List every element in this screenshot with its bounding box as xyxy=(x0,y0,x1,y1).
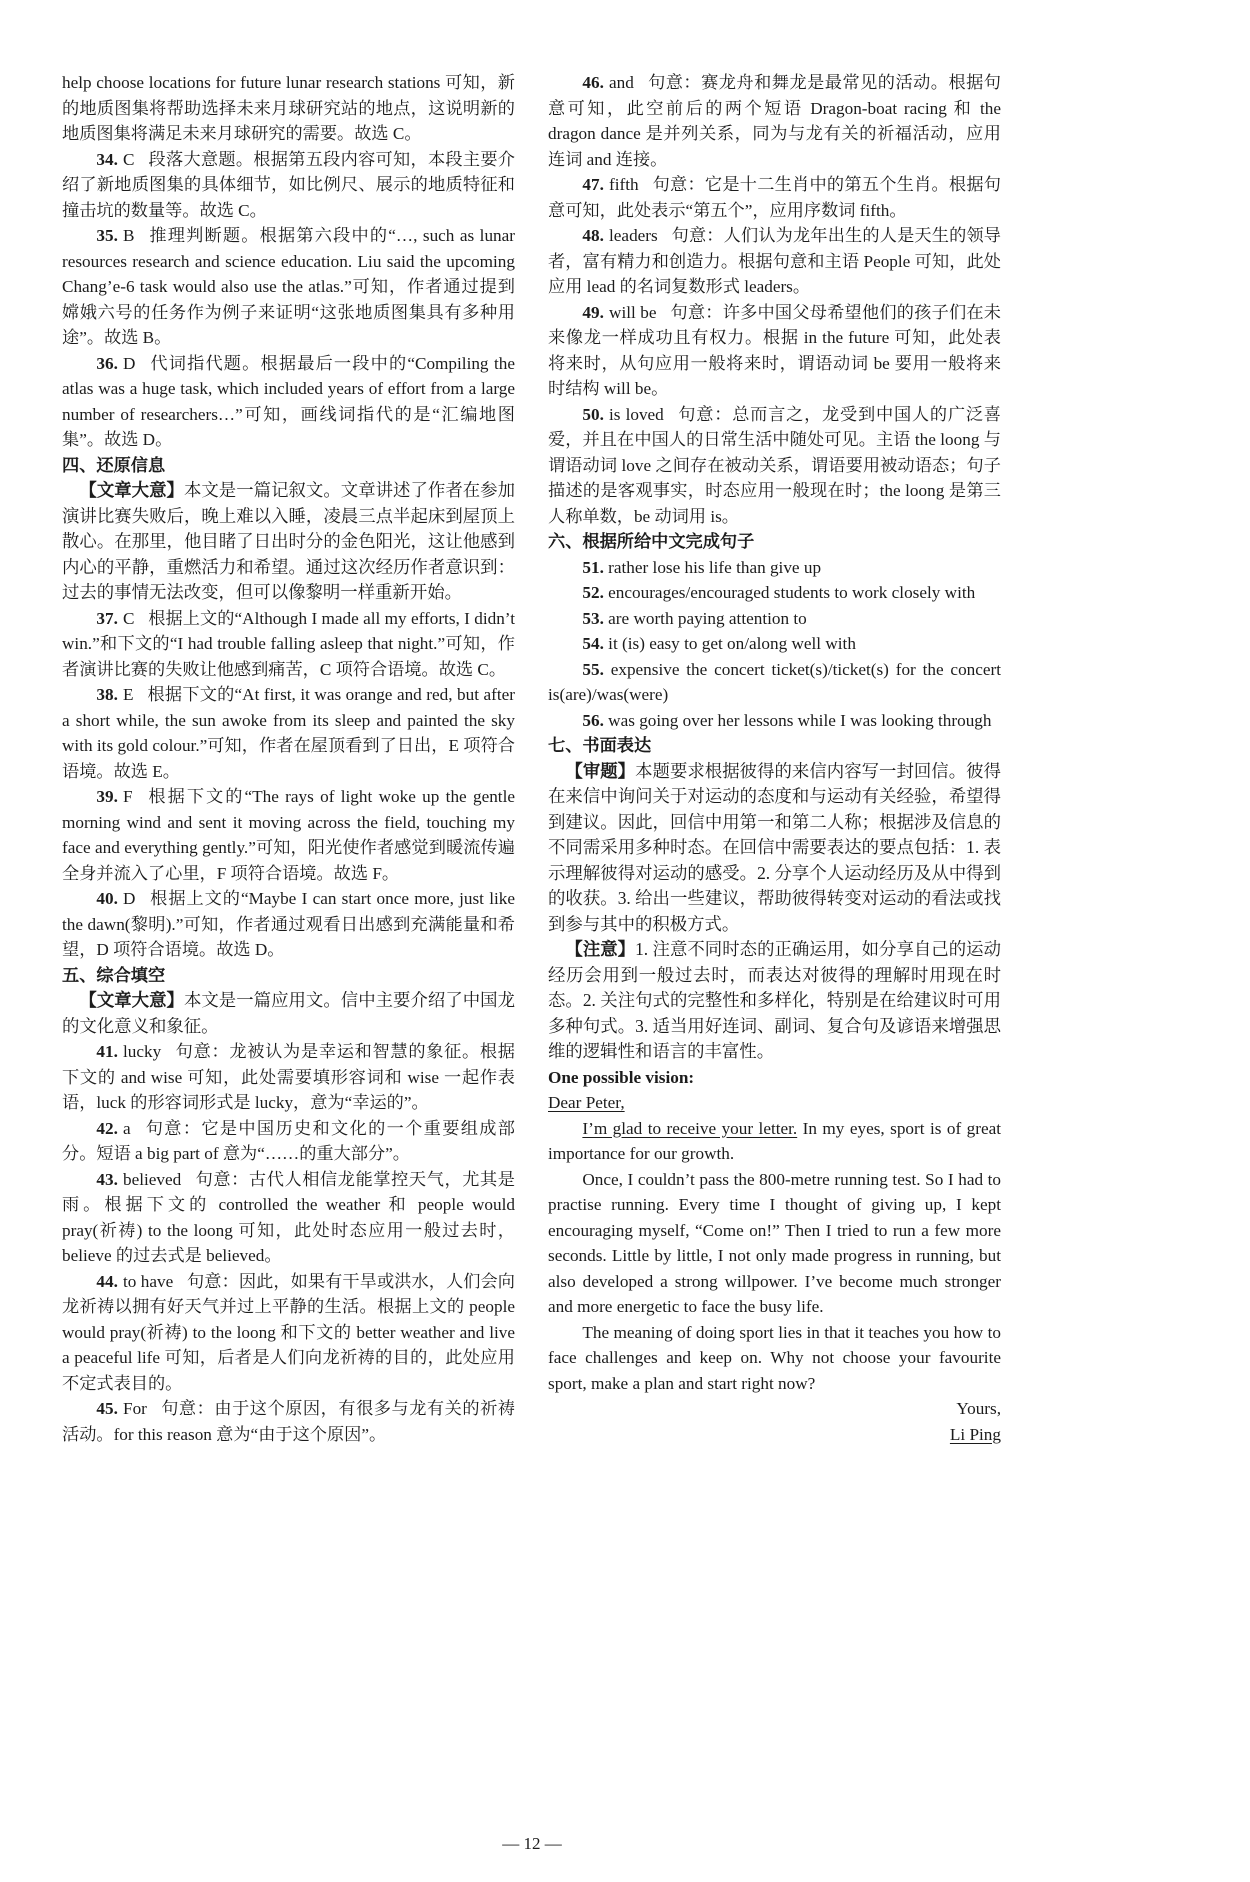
section-heading-6: 六、根据所给中文完成句子 xyxy=(548,532,755,551)
note-text: 1. 注意不同时态的正确运用，如分享自己的运动经历会用到一般过去时，而表达对彼得的理解时用现在时态。2. 关注句式的完整性和多样化，特别是在给建议时可用多种句式。3. 适当用好连词、副词、复合句及谚语来增强思维的逻辑性和语言的丰富性。 xyxy=(548,939,1001,1061)
answer-item-54 xyxy=(548,631,1001,657)
item-explanation: 根据上文的“Maybe I can start once more, just like the dawn(黎明).”可知，作者通过观看日出感到充满能量和希望，D 项符合语境。故选 D。 xyxy=(62,889,515,959)
item-explanation: 句意：它是中国历史和文化的一个重要组成部分。短语 a big part of 意为“……的重大部分”。 xyxy=(62,1118,515,1163)
item-number: 46. xyxy=(582,73,604,92)
item-answer: C xyxy=(123,608,135,628)
item-answer: is loved xyxy=(609,404,664,424)
review-text: 本题要求根据彼得的来信内容写一封回信。彼得在来信中询问关于对运动的态度和与运动有关经验，希望得到建议。因此，回信中用第一和第二人称；根据涉及信息的不同需采用多种时态。在回信中需要表达的要点包括：1. 表示理解彼得对运动的感受。2. 分享个人运动经历及从中得到的收获。3. 给出一些建议，帮助彼得转变对运动的看法或找到参与其中的积极方式。 xyxy=(548,760,1001,934)
item-answer: B xyxy=(123,226,135,245)
answer-item-48 xyxy=(548,223,1001,300)
item-explanation: 句意：古代人相信龙能掌控天气，尤其是雨。根据下文的 controlled the weather 和 people would pray(祈祷) to the loong 可知，此处时态应用一般过去时，believe 的过去式是 believed。 xyxy=(62,1169,515,1265)
sample-label: One possible vision: xyxy=(548,1067,695,1087)
item-explanation: 根据下文的“The rays of light woke up the gentle morning wind and sent it moving across the field, touching my face and everything gently.”可知，阳光使作者感觉到暖流传遍全身并流入了心里，F 项符合语境。故选 F。 xyxy=(62,787,515,883)
answer-item-51 xyxy=(548,555,1001,581)
paragraph-rest: In my eyes, sport is of great importance for our growth. xyxy=(548,1118,1001,1163)
answer-item-47 xyxy=(548,172,1001,223)
item-number: 44. xyxy=(96,1271,118,1291)
letter-paragraph-1 xyxy=(548,1116,1001,1167)
item-number: 35. xyxy=(96,226,118,245)
item-number: 39. xyxy=(96,787,118,806)
left-column xyxy=(62,70,515,1570)
item-answer: fifth xyxy=(609,175,639,194)
item-number: 56. xyxy=(582,710,604,730)
item-number: 38. xyxy=(96,685,118,704)
item-answer: believed xyxy=(123,1169,182,1189)
summary-tag: 【文章大意】 xyxy=(79,990,184,1010)
answer-item-38 xyxy=(62,682,515,784)
item-number: 40. xyxy=(96,889,118,908)
answer-item-37 xyxy=(62,606,515,683)
section-heading-7: 七、书面表达 xyxy=(548,736,652,755)
answer-item-35 xyxy=(62,223,515,351)
answer-item-39 xyxy=(62,784,515,886)
item-answer: will be xyxy=(609,302,657,322)
answer-item-40 xyxy=(62,886,515,963)
answer-item-49 xyxy=(548,300,1001,402)
item-answer: leaders xyxy=(609,226,658,245)
item-explanation: 句意：因此，如果有干旱或洪水，人们会向龙祈祷以拥有好天气并过上平静的生活。根据上文的 people would pray(祈祷) to the loong 和下文的 better weather and live a peaceful life 可知，后者是人们向龙祈祷的目的，此处应用不定式表目的。 xyxy=(62,1271,515,1393)
item-number: 49. xyxy=(582,302,604,322)
answer-item-45 xyxy=(62,1396,515,1447)
letter-signature xyxy=(548,1422,1001,1448)
item-explanation: 句意：总而言之，龙受到中国人的广泛喜爱，并且在中国人的日常生活中随处可见。主语 the loong 与谓语动词 love 之间存在被动关系，谓语要用被动语态；句子描述的是客观事实，时态应用一般现在时；the loong 是第三人称单数，be 动词用 is。 xyxy=(548,404,1001,526)
item-answer-text: it (is) easy to get on/along well with xyxy=(608,634,856,653)
item-number: 47. xyxy=(582,175,604,194)
item-number: 45. xyxy=(96,1399,118,1418)
answer-item-44 xyxy=(62,1269,515,1397)
item-number: 41. xyxy=(96,1042,118,1061)
item-explanation: 句意：人们认为龙年出生的人是天生的领导者，富有精力和创造力。根据句意和主语 People 可知，此处应用 lead 的名词复数形式 leaders。 xyxy=(548,226,1001,296)
item-explanation: 句意：由于这个原因，有很多与龙有关的祈祷活动。for this reason 意为“由于这个原因”。 xyxy=(62,1399,515,1444)
answer-item-43 xyxy=(62,1167,515,1269)
item-explanation: 段落大意题。根据第五段内容可知，本段主要介绍了新地质图集的具体细节，如比例尺、展示的地质特征和撞击坑的数量等。故选 C。 xyxy=(62,149,515,220)
item-answer-text: are worth paying attention to xyxy=(608,608,807,628)
item-explanation: 句意：许多中国父母希望他们的孩子们在未来像龙一样成功且有权力。根据 in the future 可知，此处表将来时，从句应用一般将来时，谓语动词 be 要用一般将来时结构 will be。 xyxy=(548,302,1001,398)
underlined-opening: I’m glad to receive your letter. xyxy=(582,1118,798,1138)
section-heading-5: 五、综合填空 xyxy=(62,965,166,985)
letter-paragraph-3: The meaning of doing sport lies in that it teaches you how to face challenges and keep on. Why not choose your favourite sport, make a plan and start right now? xyxy=(548,1322,1001,1393)
item-explanation: 根据下文的“At first, it was orange and red, but after a short while, the sun awoke from its sleep and painted the sky with its gold colour.”可知，作者在屋顶看到了日出，E 项符合语境。故选 E。 xyxy=(62,685,515,781)
item-answer-text: was going over her lessons while I was looking through xyxy=(608,710,992,730)
writing-review xyxy=(548,759,1001,938)
answer-item-52 xyxy=(548,580,1001,606)
item-number: 53. xyxy=(582,608,604,628)
summary-tag: 【文章大意】 xyxy=(79,480,184,500)
signature-text: Li Ping xyxy=(949,1424,1001,1444)
item-answer: to have xyxy=(123,1271,174,1291)
item-number: 42. xyxy=(96,1118,118,1138)
answer-item-36 xyxy=(62,351,515,453)
note-tag: 【注意】 xyxy=(565,939,636,959)
answer-item-50 xyxy=(548,402,1001,530)
salutation-text: Dear Peter, xyxy=(548,1093,625,1112)
answer-item-34 xyxy=(62,147,515,224)
item-answer: E xyxy=(123,685,134,704)
item-answer-text: encourages/encouraged students to work closely with xyxy=(608,583,976,602)
summary-text: 本文是一篇应用文。信中主要介绍了中国龙的文化意义和象征。 xyxy=(62,990,515,1036)
item-number: 55. xyxy=(582,659,604,679)
item-number: 43. xyxy=(96,1169,118,1189)
item-explanation: 句意：它是十二生肖中的第五个生肖。根据句意可知，此处表示“第五个”，应用序数词 fifth。 xyxy=(548,175,1001,220)
right-column xyxy=(548,70,1001,1570)
section-heading-4: 四、还原信息 xyxy=(62,455,166,475)
answer-item-46 xyxy=(548,70,1001,172)
item-answer: and xyxy=(609,73,634,92)
item-answer-text: expensive the concert ticket(s)/ticket(s) for the concert is(are)/was(were) xyxy=(548,659,1001,704)
answer-item-56 xyxy=(548,708,1001,734)
item-answer: For xyxy=(123,1399,147,1418)
item-explanation: 句意：赛龙舟和舞龙是最常见的活动。根据句意可知，此空前后的两个短语 Dragon-boat racing 和 the dragon dance 是并列关系，同为与龙有关的祈福活动，应用连词 and 连接。 xyxy=(548,73,1001,169)
continuation-paragraph: help choose locations for future lunar research stations 可知，新的地质图集将帮助选择未来月球研究站的地点，这说明新的地质图集将满足未来月球研究的需要。故选 C。 xyxy=(62,73,515,143)
item-explanation: 代词指代题。根据最后一段中的“Compiling the atlas was a huge task, which included years of effort from a large number of researchers…”可知，画线词指代的是“汇编地图集”。故选 D。 xyxy=(62,353,515,449)
item-answer-text: rather lose his life than give up xyxy=(608,557,822,577)
item-number: 36. xyxy=(96,353,118,373)
answer-item-55 xyxy=(548,657,1001,708)
letter-salutation xyxy=(548,1090,1001,1116)
item-answer: F xyxy=(123,787,133,806)
sample-letter xyxy=(548,1090,1001,1447)
item-answer: lucky xyxy=(123,1042,162,1061)
letter-paragraph-2: Once, I couldn’t pass the 800-metre running test. So I had to practise running. Every time I thought of giving up, I kept encouraging myself, “Come on!” Then I tried to run a few more seconds. Little by little, I not only made progress in running, but also developed a strong willpower. I’ve become much stronger and more energetic to face the busy life. xyxy=(548,1169,1001,1316)
item-number: 52. xyxy=(582,583,604,602)
item-answer: C xyxy=(123,149,135,169)
answer-item-53 xyxy=(548,606,1001,632)
item-explanation: 句意：龙被认为是幸运和智慧的象征。根据下文的 and wise 可知，此处需要填形容词和 wise 一起作表语，luck 的形容词形式是 lucky，意为“幸运的”。 xyxy=(62,1042,515,1112)
answer-item-42 xyxy=(62,1116,515,1167)
item-number: 54. xyxy=(582,634,604,653)
item-answer: D xyxy=(123,353,136,373)
answer-item-41 xyxy=(62,1039,515,1116)
item-number: 51. xyxy=(582,557,604,577)
item-number: 50. xyxy=(582,404,604,424)
item-explanation: 推理判断题。根据第六段中的“…, such as lunar resources research and science education. Liu said the upcoming Chang’e-6 task would also use the atlas.”可知，作者通过提到嫦娥六号的任务作为例子来证明“这张地质图集具有多种用途”。故选 B。 xyxy=(62,226,515,347)
item-number: 48. xyxy=(582,226,604,245)
writing-note xyxy=(548,937,1001,1065)
item-number: 34. xyxy=(96,149,118,169)
section-5-summary xyxy=(62,988,515,1039)
item-answer: a xyxy=(123,1118,131,1138)
section-4-summary xyxy=(62,478,515,606)
item-answer: D xyxy=(123,889,136,908)
letter-closing: Yours, xyxy=(956,1399,1001,1418)
summary-text: 本文是一篇记叙文。文章讲述了作者在参加演讲比赛失败后，晚上难以入睡，凌晨三点半起床到屋顶上散心。在那里，他目睹了日出时分的金色阳光，这让他感到内心的平静，重燃活力和希望。通过这次经历作者意识到：过去的事情无法改变，但可以像黎明一样重新开始。 xyxy=(62,480,515,602)
review-tag: 【审题】 xyxy=(565,760,636,781)
item-number: 37. xyxy=(96,608,118,628)
page-number: — 12 — xyxy=(502,1834,562,1853)
item-explanation: 根据上文的“Although I made all my efforts, I didn’t win.”和下文的“I had trouble falling asleep that night.”可知，作者演讲比赛的失败让他感到痛苦，C 项符合语境。故选 C。 xyxy=(62,608,515,679)
